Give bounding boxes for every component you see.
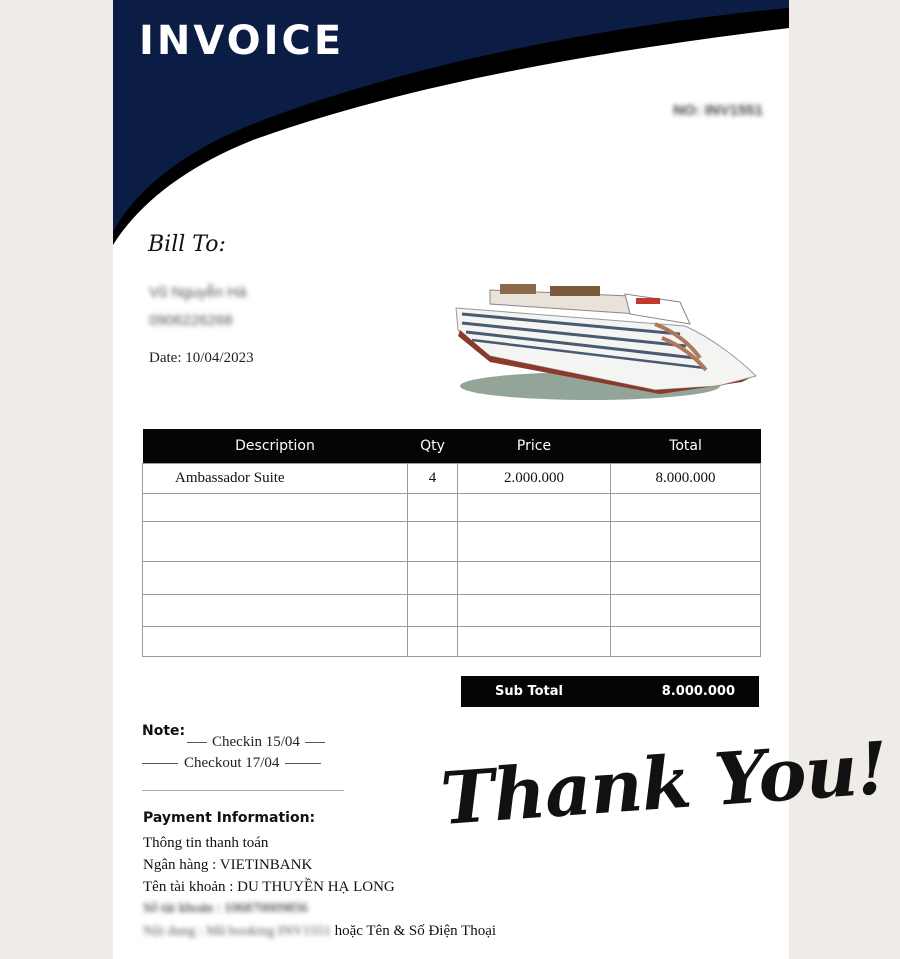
invoice-number: NO: INV1551 [672, 102, 763, 119]
bill-to-label: Bill To: [148, 232, 226, 257]
thank-you-signature: Thank You! [438, 724, 890, 841]
note-label: Note: [142, 723, 186, 739]
payment-transfer-content [143, 923, 496, 940]
table-row [143, 595, 761, 627]
subtotal-bar [461, 676, 759, 707]
table-row [143, 522, 761, 562]
note-divider [142, 790, 344, 791]
table-row [143, 494, 761, 522]
payment-bank: Ngân hàng : VIETINBANK [143, 857, 313, 873]
note-checkin [187, 734, 325, 751]
item-description: Ambassador Suite [143, 464, 408, 494]
table-row [143, 464, 761, 494]
transfer-content-visible: hoặc Tên & Số Điện Thoại [334, 923, 497, 939]
cruise-ship-image [450, 268, 762, 408]
customer-phone: 0906226268 [149, 312, 233, 329]
checkout-text: Checkout 17/04 [184, 755, 280, 771]
dash-decoration [285, 763, 321, 764]
subtotal-value: 8.000.000 [661, 684, 735, 699]
item-qty: 4 [408, 464, 458, 494]
col-total: Total [611, 429, 761, 464]
col-price: Price [458, 429, 611, 464]
subtotal-label: Sub Total [495, 684, 563, 699]
payment-line-1: Thông tin thanh toán [143, 835, 269, 851]
table-row [143, 562, 761, 595]
customer-name: Vũ Nguyễn Hà [149, 284, 247, 301]
transfer-content-hidden: Nội dung : Mã booking INV1551 [143, 924, 331, 939]
invoice-date: Date: 10/04/2023 [149, 350, 254, 366]
table-header-row [143, 429, 761, 464]
note-checkout [142, 755, 321, 772]
col-description: Description [143, 429, 408, 464]
table-row [143, 627, 761, 657]
dash-decoration [305, 742, 325, 743]
payment-account-number: Số tài khoản : 106870009856 [143, 901, 308, 916]
invoice-title: INVOICE [139, 18, 345, 64]
checkin-text: Checkin 15/04 [212, 734, 300, 750]
item-price: 2.000.000 [458, 464, 611, 494]
dash-decoration [187, 742, 207, 743]
invoice-items-table [142, 429, 761, 657]
payment-account-name: Tên tài khoản : DU THUYỀN HẠ LONG [143, 879, 395, 895]
item-total: 8.000.000 [611, 464, 761, 494]
payment-title: Payment Information: [143, 810, 316, 826]
col-qty: Qty [408, 429, 458, 464]
dash-decoration [142, 763, 178, 764]
invoice-page [113, 0, 890, 959]
